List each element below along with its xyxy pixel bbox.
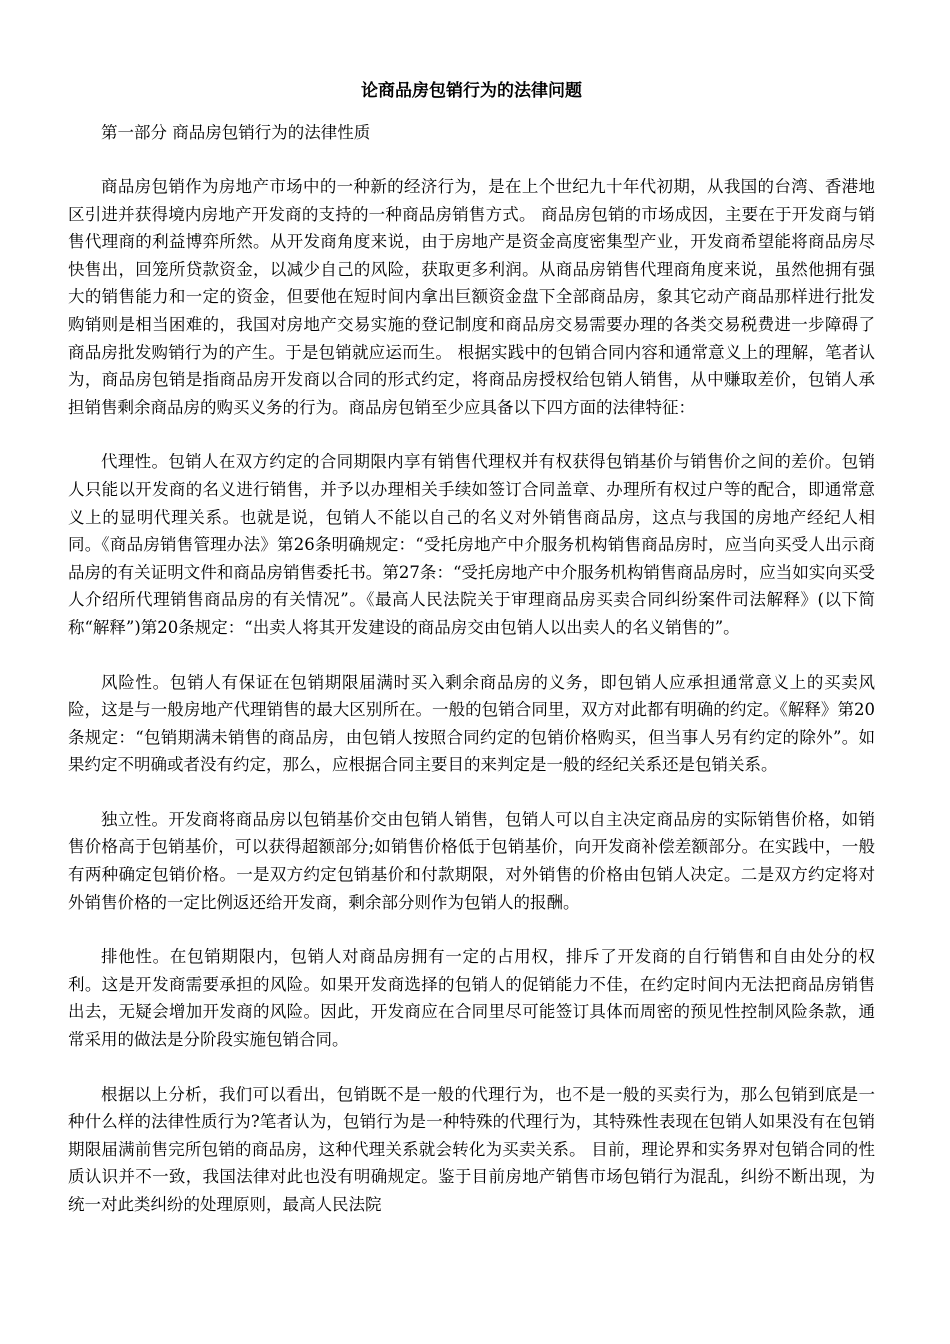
paragraph-conclusion: 根据以上分析，我们可以看出，包销既不是一般的代理行为，也不是一般的买卖行为，那么包销到底是一种什么样的法律性质行为?笔者认为，包销行为是一种特殊的代理行为，其特殊性表现在包销人如果没有在包销期限届满前售完所包销的商品房，这种代理关系就会转化为买卖关系。 目前，理论界和实务界对包销合同的性质认识并不一致，我国法律对此也没有明确规定。鉴于目前房地产销售市场包销行为混乱，纠纷不断出现，为统一对此类纠纷的处理原则，最高人民法院: [68, 1084, 875, 1214]
paragraph-agency: 代理性。包销人在双方约定的合同期限内享有销售代理权并有权获得包销基价与销售价之间的差价。包销人只能以开发商的名义进行销售，并予以办理相关手续如签订合同盖章、办理所有权过户等的配合，即通常意义上的显明代理关系。也就是说，包销人不能以自己的名义对外销售商品房，这点与我国的房地产经纪人相同。《商品房销售管理办法》第26条明确规定：“受托房地产中介服务机构销售商品房时，应当向买受人出示商品房的有关证明文件和商品房销售委托书。第27条：“受托房地产中介服务机构销售商品房时，应当如实向买受人介绍所代理销售商品房的有关情况”。《最高人民法院关于审理商品房买卖合同纠纷案件司法解释》(以下简称“解释”)第20条规定：“出卖人将其开发建设的商品房交由包销人以出卖人的名义销售的”。: [68, 452, 875, 637]
document-title: 论商品房包销行为的法律问题: [361, 81, 582, 101]
paragraph-risk: 风险性。包销人有保证在包销期限届满时买入剩余商品房的义务，即包销人应承担通常意义上的买卖风险，这是与一般房地产代理销售的最大区别所在。一般的包销合同里，双方对此都有明确的约定。《解释》第20条规定：“包销期满未销售的商品房，由包销人按照合同约定的包销价格购买，但当事人另有约定的除外”。如果约定不明确或者没有约定，那么，应根据合同主要目的来判定是一般的经纪关系还是包销关系。: [68, 672, 875, 775]
paragraph-intro: 商品房包销作为房地产市场中的一种新的经济行为，是在上个世纪九十年代初期，从我国的台湾、香港地区引进并获得境内房地产开发商的支持的一种商品房销售方式。 商品房包销的市场成因，主要在于开发商与销售代理商的利益博弈所然。从开发商角度来说，由于房地产是资金高度密集型产业，开发商希望能将商品房尽快售出，回笼所贷款资金，以减少自己的风险，获取更多利润。从商品房销售代理商角度来说，虽然他拥有强大的销售能力和一定的资金，但要他在短时间内拿出巨额资金盘下全部商品房，象其它动产商品那样进行批发购销则是相当困难的，我国对房地产交易实施的登记制度和商品房交易需要办理的各类交易税费进一步障碍了商品房批发购销行为的产生。于是包销就应运而生。 根据实践中的包销合同内容和通常意义上的理解，笔者认为，商品房包销是指商品房开发商以合同的形式约定，将商品房授权给包销人销售，从中赚取差价，包销人承担销售剩余商品房的购买义务的行为。商品房包销至少应具备以下四方面的法律特征：: [68, 177, 875, 417]
paragraph-independence: 独立性。开发商将商品房以包销基价交由包销人销售，包销人可以自主决定商品房的实际销售价格，如销售价格高于包销基价，可以获得超额部分;如销售价格低于包销基价，向开发商补偿差额部分。在实践中，一般有两种确定包销价格。一是双方约定包销基价和付款期限，对外销售的价格由包销人决定。二是双方约定将对外销售价格的一定比例返还给开发商，剩余部分则作为包销人的报酬。: [68, 809, 875, 912]
section-heading: 第一部分 商品房包销行为的法律性质: [101, 123, 371, 142]
paragraph-exclusivity: 排他性。在包销期限内，包销人对商品房拥有一定的占用权，排斥了开发商的自行销售和自由处分的权利。这是开发商需要承担的风险。如果开发商选择的包销人的促销能力不佳，在约定时间内无法把商品房销售出去，无疑会增加开发商的风险。因此，开发商应在合同里尽可能签订具体而周密的预见性控制风险条款，通常采用的做法是分阶段实施包销合同。: [68, 947, 875, 1050]
